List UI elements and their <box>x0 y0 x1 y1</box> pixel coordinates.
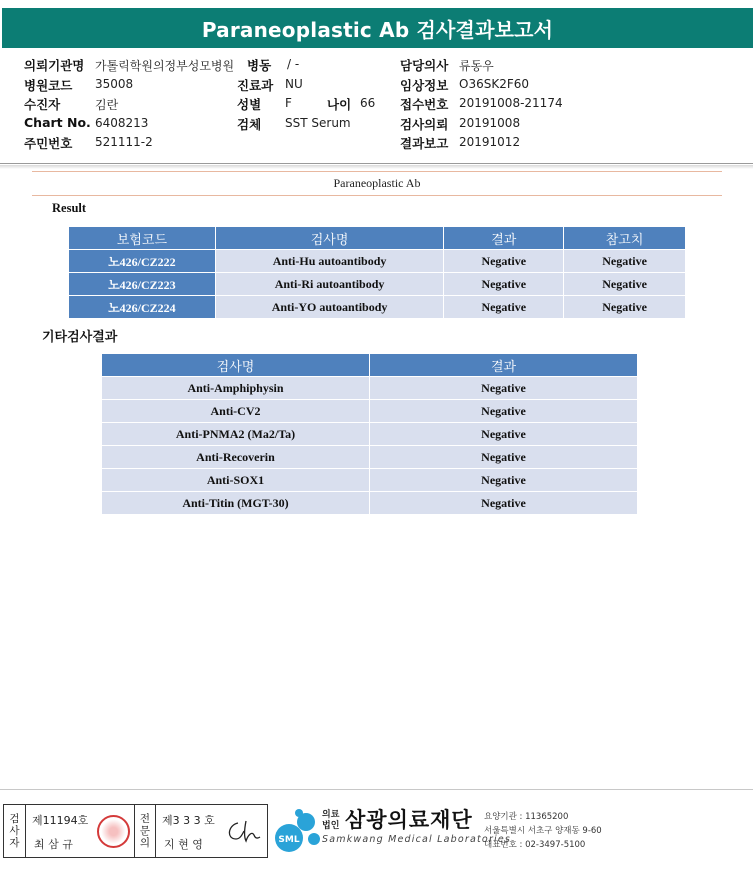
report-title: Paraneoplastic Ab 검사결과보고서 <box>2 8 753 48</box>
tester-label-char: 자 <box>9 837 20 849</box>
table-row <box>102 469 637 491</box>
table-row <box>102 423 637 445</box>
primary-results-table <box>68 226 686 319</box>
chart-value: 6408213 <box>95 116 149 130</box>
id-value: 521111-2 <box>95 135 153 149</box>
result-value: Negative <box>444 296 563 318</box>
tester-label-char: 사 <box>9 825 20 837</box>
table-header-row <box>69 227 685 249</box>
other-tests-label: 기타검사결과 <box>42 330 118 345</box>
receipt-label: 접수번호 <box>400 97 449 112</box>
sml-logo-icon <box>271 806 321 856</box>
tester-label-char: 검 <box>9 813 20 825</box>
reference-value: Negative <box>564 250 685 272</box>
section-title: Paraneoplastic Ab <box>333 176 421 190</box>
section-rule-top <box>32 171 722 172</box>
reference-value: Negative <box>564 296 685 318</box>
specialist-name: 지 현 영 <box>164 838 203 851</box>
insurance-code: 노426/CZ223 <box>69 273 215 295</box>
table-header-row <box>102 354 637 376</box>
clinical-value: O36SK2F60 <box>459 77 530 91</box>
specialist-label-char: 전 <box>139 813 151 825</box>
info-divider <box>0 165 753 169</box>
result-value: Negative <box>370 492 637 514</box>
org-address: 서울특별시 서초구 양재동 9-60 <box>484 826 602 836</box>
ward-value: / - <box>287 57 300 71</box>
table-row <box>102 377 637 399</box>
specialist-label-char: 의 <box>139 837 151 849</box>
result-value: Negative <box>444 273 563 295</box>
test-name: Anti-YO autoantibody <box>216 296 444 318</box>
org-phone: 대표번호 : 02-3497-5100 <box>484 840 586 850</box>
signature-box <box>3 804 268 858</box>
request-value: 20191008 <box>459 116 521 130</box>
section-rule-bottom <box>32 195 722 196</box>
test-name: Anti-Amphiphysin <box>102 377 369 399</box>
specimen-value: SST Serum <box>285 116 351 130</box>
test-name: Anti-SOX1 <box>102 469 369 491</box>
table-row <box>69 296 685 318</box>
table-row <box>102 446 637 468</box>
institution-label: 의뢰기관명 <box>24 58 85 73</box>
col-insurance-code: 보험코드 <box>69 227 215 249</box>
hospital-code-value: 35008 <box>95 77 134 91</box>
specialist-number: 제3 3 3 호 <box>162 814 215 827</box>
receipt-value: 20191008-21174 <box>459 96 563 110</box>
chart-label: Chart No. <box>24 115 91 130</box>
org-code: 요양기관 : 11365200 <box>484 812 569 822</box>
col-result: 결과 <box>370 354 637 376</box>
doctor-value: 류동우 <box>459 59 494 73</box>
result-value: Negative <box>370 423 637 445</box>
specialist-label-char: 문 <box>139 825 151 837</box>
org-name: 삼광의료재단 <box>345 808 473 832</box>
test-name: Anti-Titin (MGT-30) <box>102 492 369 514</box>
table-row <box>69 250 685 272</box>
insurance-code: 노426/CZ222 <box>69 250 215 272</box>
specialist-label <box>134 805 156 857</box>
test-name: Anti-Ri autoantibody <box>216 273 444 295</box>
institution-value: 가톨릭학원의정부성모병원 <box>95 59 235 73</box>
org-english-name: Samkwang Medical Laboratories <box>322 834 512 845</box>
logo-text: SML <box>278 835 300 845</box>
result-label: Result <box>52 201 87 215</box>
footer-divider <box>0 789 753 790</box>
col-test-name: 검사명 <box>216 227 444 249</box>
table-row <box>102 400 637 422</box>
test-name: Anti-CV2 <box>102 400 369 422</box>
test-name: Anti-PNMA2 (Ma2/Ta) <box>102 423 369 445</box>
top-strip <box>0 0 753 8</box>
reference-value: Negative <box>564 273 685 295</box>
test-name: Anti-Hu autoantibody <box>216 250 444 272</box>
tester-number: 제11194호 <box>32 814 89 827</box>
doctor-label: 담당의사 <box>400 58 449 73</box>
table-row <box>102 492 637 514</box>
seal-stamp-icon <box>97 815 130 848</box>
col-result: 결과 <box>444 227 563 249</box>
id-label: 주민번호 <box>24 136 73 151</box>
result-value: Negative <box>370 377 637 399</box>
dept-label: 진료과 <box>237 78 274 93</box>
age-label: 나이 <box>327 97 352 112</box>
request-label: 검사의뢰 <box>400 117 449 132</box>
tester-label <box>4 805 26 857</box>
dept-value: NU <box>285 77 303 91</box>
org-type <box>322 810 339 832</box>
ward-label: 병동 <box>247 58 272 73</box>
insurance-code: 노426/CZ224 <box>69 296 215 318</box>
sex-label: 성별 <box>237 97 262 112</box>
signature-icon <box>224 817 264 847</box>
examinee-label: 수진자 <box>24 97 61 112</box>
hospital-code-label: 병원코드 <box>24 78 73 93</box>
report-date-value: 20191012 <box>459 135 521 149</box>
clinical-label: 임상정보 <box>400 78 449 93</box>
result-value: Negative <box>370 469 637 491</box>
other-results-table <box>101 353 638 515</box>
tester-name: 최 삼 규 <box>34 838 73 851</box>
patient-info-block <box>0 50 753 164</box>
report-date-label: 결과보고 <box>400 136 449 151</box>
org-type-line: 의료 <box>322 810 340 820</box>
test-name: Anti-Recoverin <box>102 446 369 468</box>
col-reference: 참고치 <box>564 227 685 249</box>
table-row <box>69 273 685 295</box>
result-value: Negative <box>370 400 637 422</box>
result-value: Negative <box>370 446 637 468</box>
sex-value: F <box>285 96 292 110</box>
specimen-label: 검체 <box>237 117 262 132</box>
result-value: Negative <box>444 250 563 272</box>
age-value: 66 <box>360 96 376 110</box>
org-type-line: 법인 <box>322 821 340 831</box>
col-test-name: 검사명 <box>102 354 369 376</box>
examinee-value: 김란 <box>95 98 119 112</box>
